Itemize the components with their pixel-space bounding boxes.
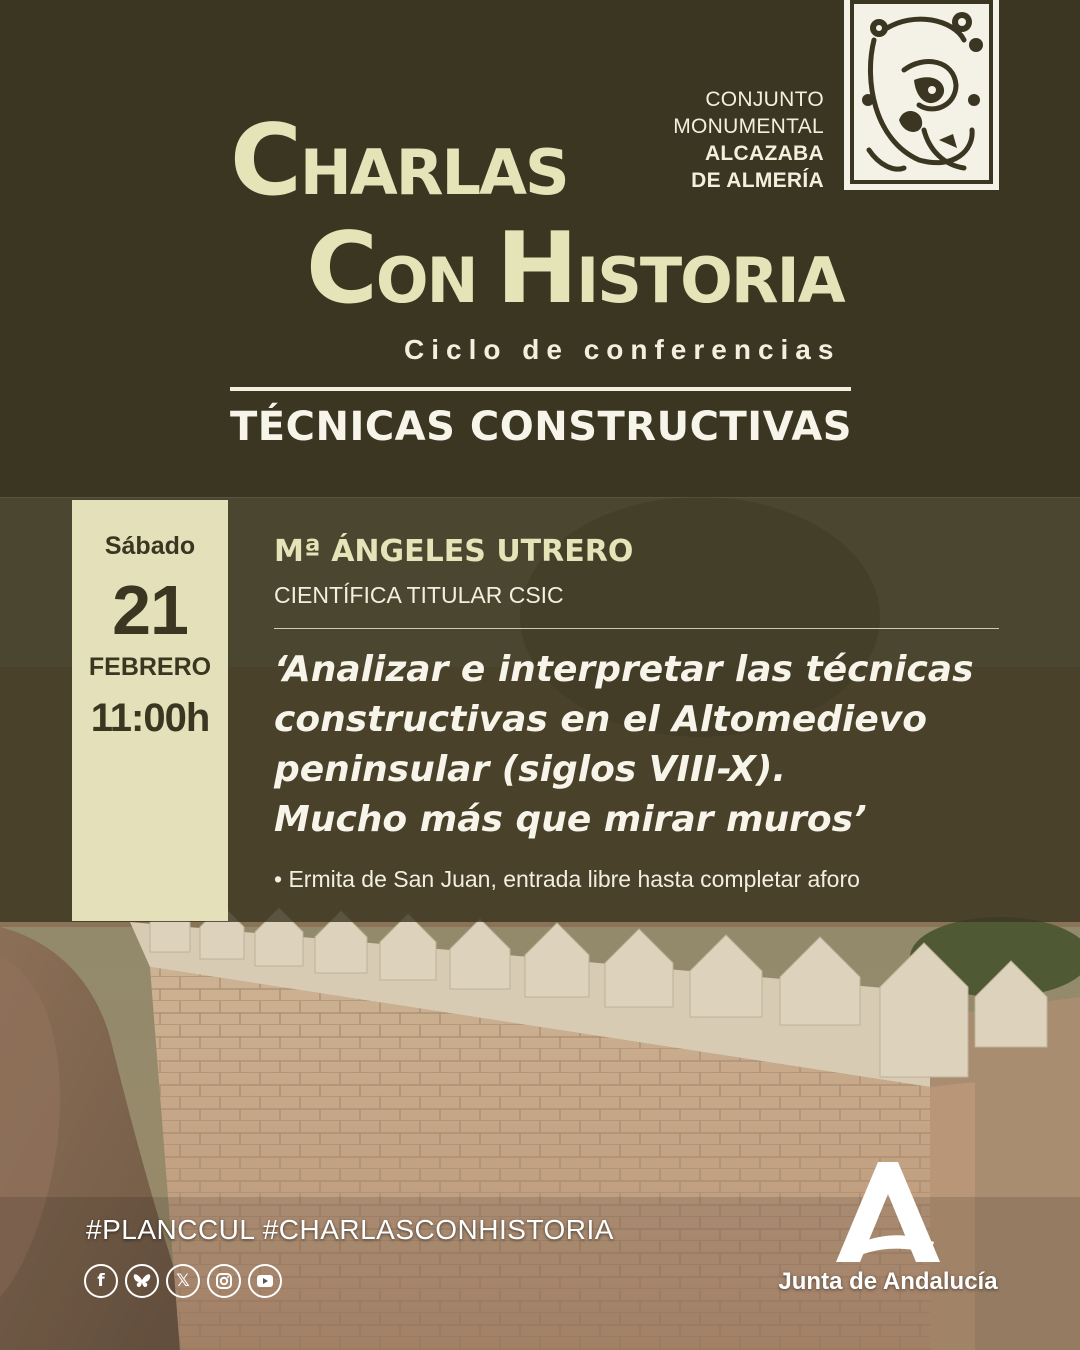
title-divider [230, 387, 851, 391]
event-weekday: Sábado [104, 532, 196, 560]
organization-name [673, 86, 824, 194]
subtitle: Ciclo de conferencias [404, 334, 841, 365]
header-banner [0, 0, 1080, 497]
talk-title-line: constructivas en el Altomedievo [274, 699, 927, 740]
x-icon[interactable]: 𝕏 [166, 1264, 200, 1298]
instagram-icon[interactable] [207, 1264, 241, 1298]
title-line-2 [306, 212, 844, 326]
junta-de-andalucia-logo [836, 1162, 940, 1262]
event-day: 21 [112, 571, 188, 649]
title-initial-h: H [496, 212, 577, 326]
org-line-1: CONJUNTO [705, 88, 824, 111]
venue-info: • Ermita de San Juan, entrada libre hasta completar aforo [274, 866, 860, 892]
speaker-role: CIENTÍFICA TITULAR CSIC [274, 582, 564, 608]
talk-title-line: Mucho más que mirar muros’ [274, 799, 867, 840]
title-initial-c: C [230, 104, 300, 218]
theme-title: TÉCNICAS CONSTRUCTIVAS [230, 404, 853, 450]
hashtags: #PLANCCUL #CHARLASCONHISTORIA [86, 1214, 614, 1245]
title-word-charlas: HARLAS [299, 136, 568, 209]
title-line-1 [230, 104, 568, 218]
org-line-3: ALCAZABA [704, 142, 824, 165]
talk-title [274, 645, 1034, 845]
social-links [84, 1264, 282, 1298]
speaker-name: Mª ÁNGELES UTRERO [274, 534, 634, 569]
event-month: FEBRERO [88, 653, 212, 681]
bluesky-icon[interactable] [125, 1264, 159, 1298]
title-word-historia: ISTORIA [576, 244, 844, 317]
talk-title-line: peninsular (siglos VIII-X). [274, 749, 787, 790]
illuminated-letter-emblem [844, 0, 999, 190]
sponsor-name: Junta de Andalucía [778, 1268, 998, 1295]
date-box [72, 500, 228, 921]
org-line-2: MONUMENTAL [673, 115, 824, 138]
youtube-icon[interactable] [248, 1264, 282, 1298]
title-word-con: ON [375, 244, 477, 317]
org-line-4: DE ALMERÍA [691, 169, 824, 192]
talk-title-line: ‘Analizar e interpretar las técnicas [274, 649, 974, 690]
event-time: 11:00h [90, 696, 210, 740]
facebook-icon[interactable]: f [84, 1264, 118, 1298]
title-initial-c2: C [306, 212, 376, 326]
speaker-divider [274, 628, 999, 629]
